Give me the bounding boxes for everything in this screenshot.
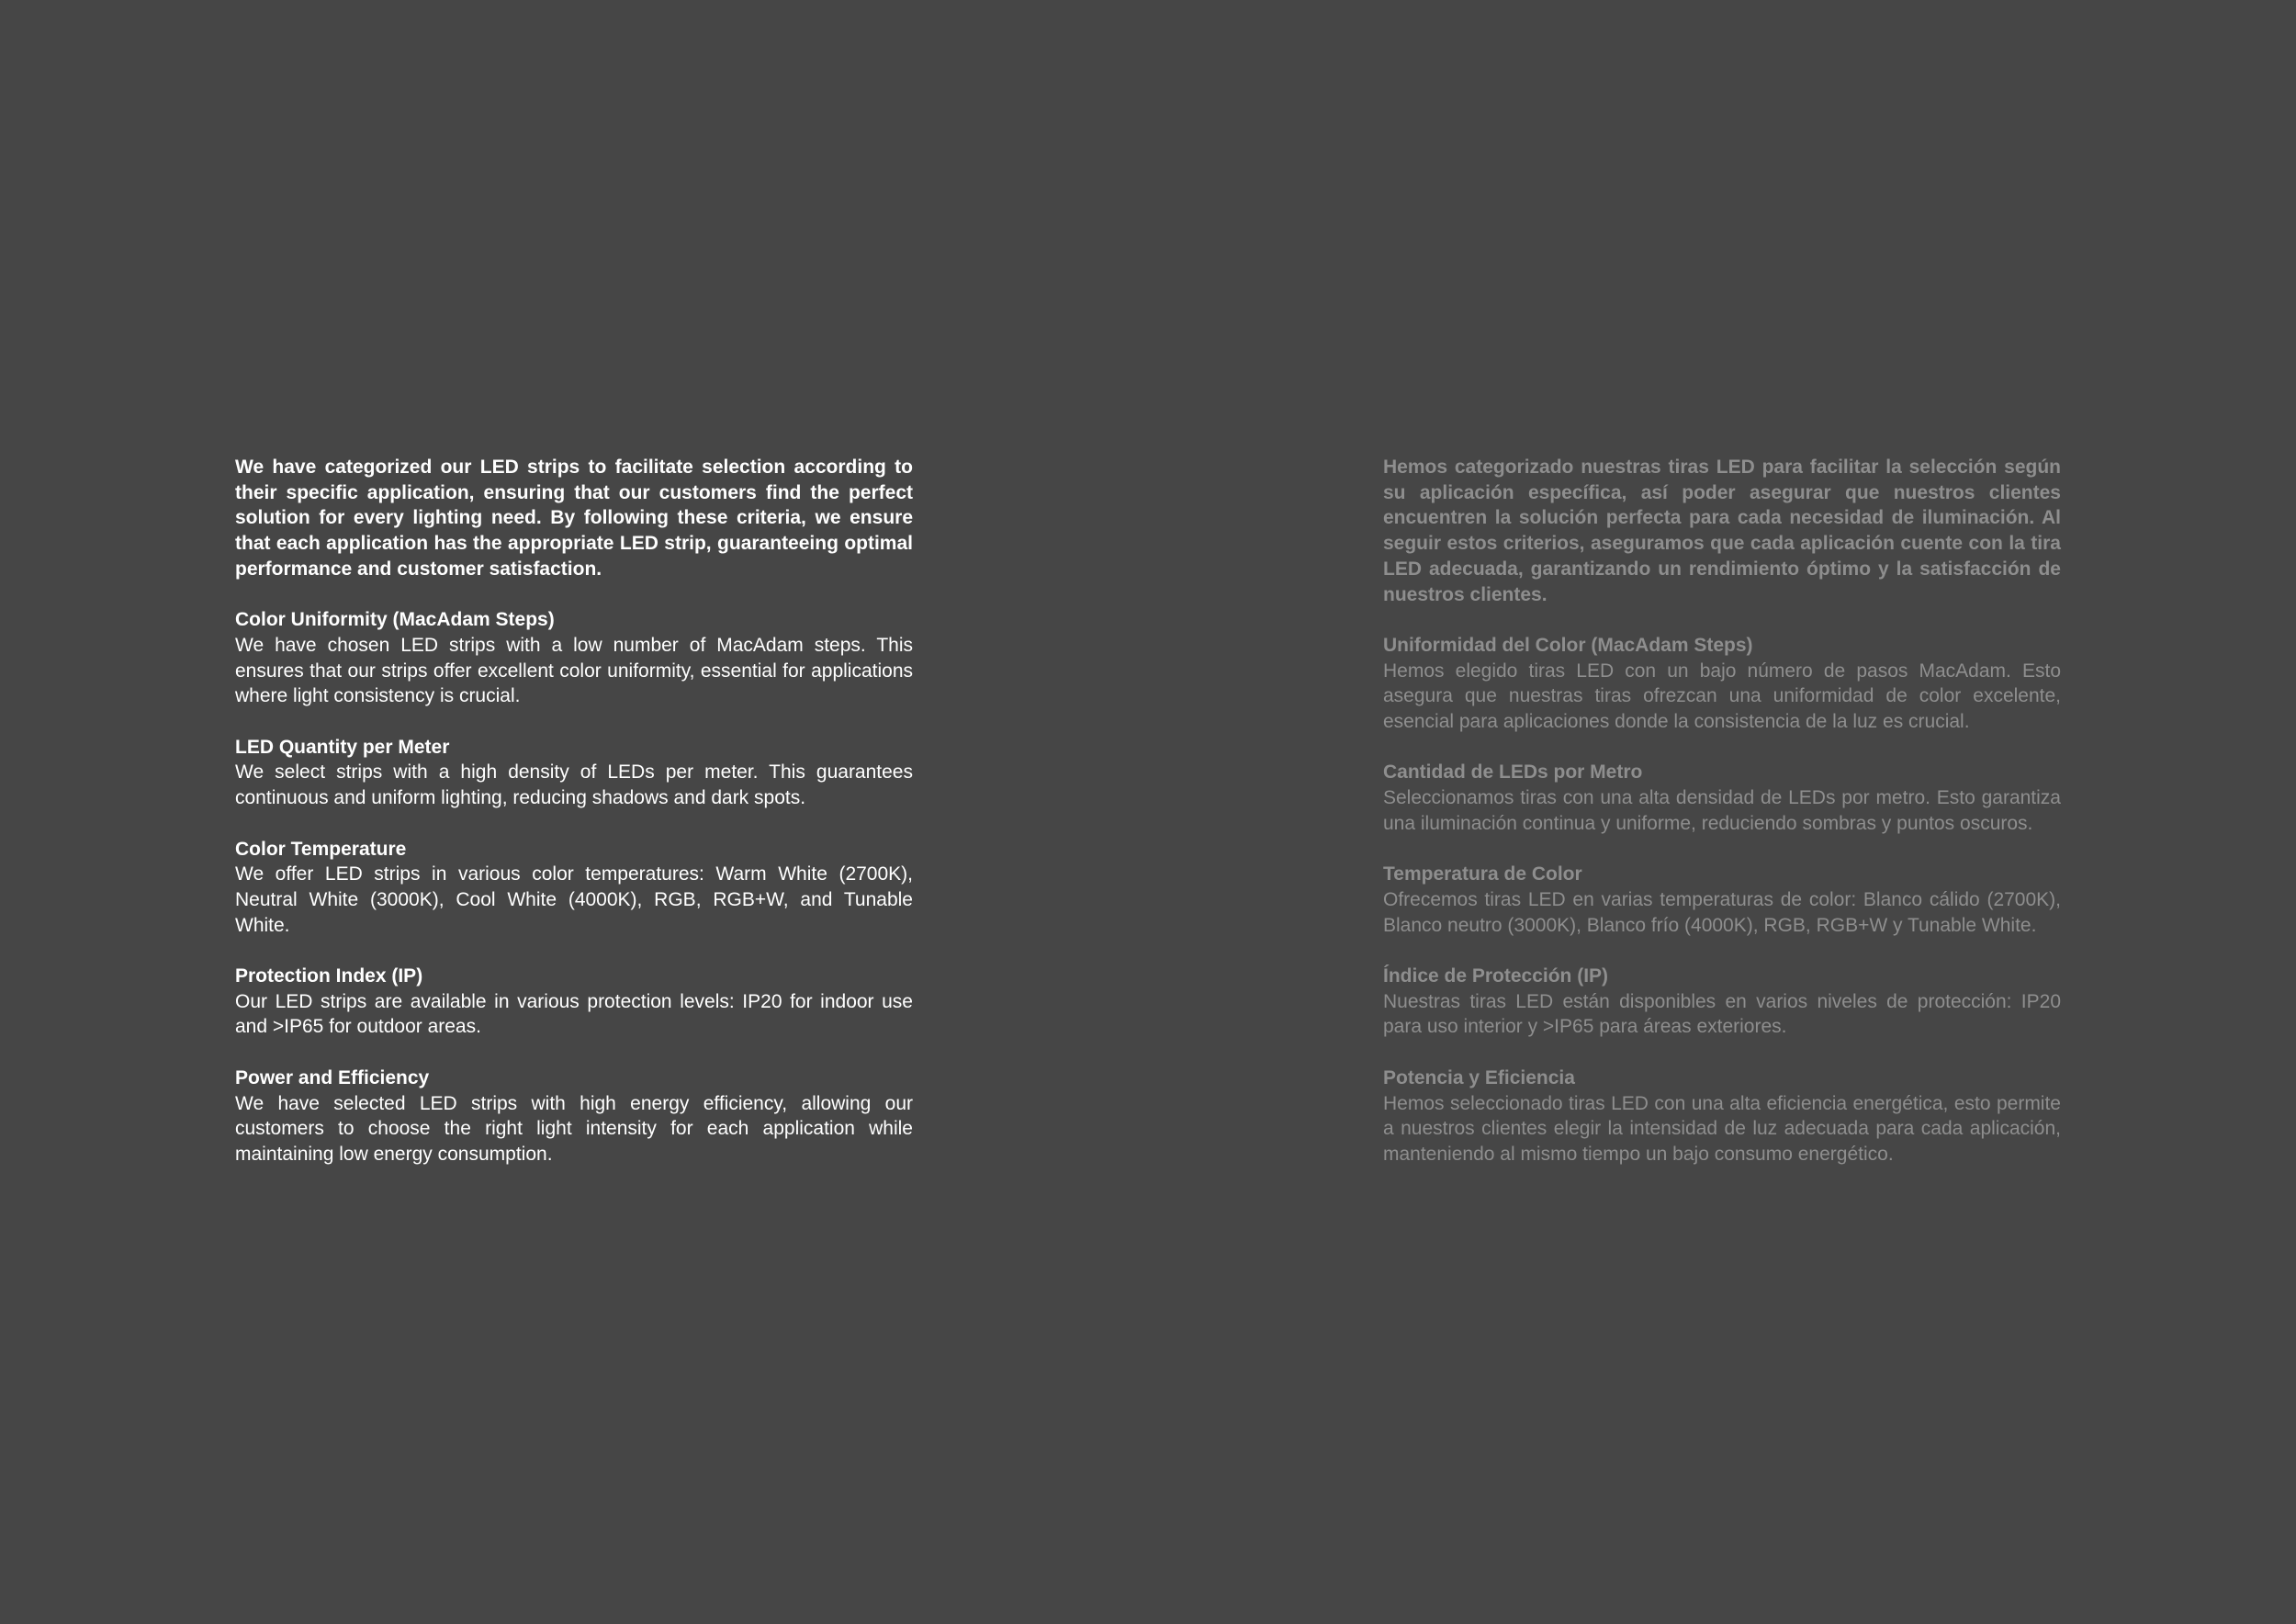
section-protection-index-es <box>1383 964 2061 1040</box>
section-body: Hemos elegido tiras LED con un bajo número de pasos MacAdam. Esto asegura que nuestras tiras ofrezcan una uniformidad de color excelente, esencial para aplicaciones donde la consistencia de la luz es crucial. <box>1383 660 2061 733</box>
section-body: We offer LED strips in various color temperatures: Warm White (2700K), Neutral White (3000K), Cool White (4000K), RGB, RGB+W, and Tunable White. <box>235 863 913 936</box>
section-heading: Protection Index (IP) <box>235 965 423 987</box>
section-heading: Potencia y Eficiencia <box>1383 1066 1575 1088</box>
section-body: Ofrecemos tiras LED en varias temperaturas de color: Blanco cálido (2700K), Blanco neutro (3000K), Blanco frío (4000K), RGB, RGB+W y Tunable White. <box>1383 888 2061 936</box>
section-color-temperature-en <box>235 837 913 939</box>
english-column <box>235 455 913 1192</box>
section-heading: LED Quantity per Meter <box>235 736 450 758</box>
section-power-efficiency-es <box>1383 1066 2061 1167</box>
section-heading: Uniformidad del Color (MacAdam Steps) <box>1383 634 1753 656</box>
intro-paragraph-en: We have categorized our LED strips to facilitate selection according to their specific application, ensuring that our customers find the perfect solution for every lighting need. By following these criteria, we ensure that each application has the appropriate LED strip, guaranteeing optimal performance and customer satisfaction. <box>235 457 913 580</box>
section-heading: Color Temperature <box>235 838 407 860</box>
section-protection-index-en <box>235 964 913 1040</box>
intro-paragraph-es: Hemos categorizado nuestras tiras LED para facilitar la selección según su aplicación específica, así poder asegurar que nuestros clientes encuentren la solución perfecta para cada necesidad de iluminación. Al seguir estos criterios, aseguramos que cada aplicación cuente con la tira LED adecuada, garantizando un rendimiento óptimo y la satisfacción de nuestros clientes. <box>1383 457 2061 605</box>
section-color-uniformity-en <box>235 607 913 709</box>
section-heading: Color Uniformity (MacAdam Steps) <box>235 609 555 631</box>
section-body: We have chosen LED strips with a low number of MacAdam steps. This ensures that our strips offer excellent color uniformity, essential for applications where light consistency is crucial. <box>235 634 913 707</box>
section-power-efficiency-en <box>235 1066 913 1167</box>
section-body: Nuestras tiras LED están disponibles en varios niveles de protección: IP20 para uso interior y >IP65 para áreas exteriores. <box>1383 990 2061 1038</box>
section-body: We select strips with a high density of LEDs per meter. This guarantees continuous and uniform lighting, reducing shadows and dark spots. <box>235 761 913 809</box>
section-body: Hemos seleccionado tiras LED con una alta eficiencia energética, esto permite a nuestros clientes elegir la intensidad de luz adecuada para cada aplicación, manteniendo al mismo tiempo un bajo consumo energético. <box>1383 1092 2061 1165</box>
section-heading: Cantidad de LEDs por Metro <box>1383 761 1643 784</box>
section-led-quantity-es <box>1383 760 2061 836</box>
section-color-uniformity-es <box>1383 633 2061 735</box>
section-heading: Índice de Protección (IP) <box>1383 965 1609 987</box>
section-heading: Temperatura de Color <box>1383 863 1582 885</box>
section-heading: Power and Efficiency <box>235 1066 430 1088</box>
section-led-quantity-en <box>235 735 913 811</box>
spanish-column <box>1383 455 2061 1192</box>
section-color-temperature-es <box>1383 862 2061 938</box>
section-body: We have selected LED strips with high energy efficiency, allowing our customers to choose the right light intensity for each application while maintaining low energy consumption. <box>235 1092 913 1165</box>
section-body: Our LED strips are available in various protection levels: IP20 for indoor use and >IP65 for outdoor areas. <box>235 990 913 1038</box>
section-body: Seleccionamos tiras con una alta densidad de LEDs por metro. Esto garantiza una iluminación continua y uniforme, reduciendo sombras y puntos oscuros. <box>1383 787 2061 834</box>
